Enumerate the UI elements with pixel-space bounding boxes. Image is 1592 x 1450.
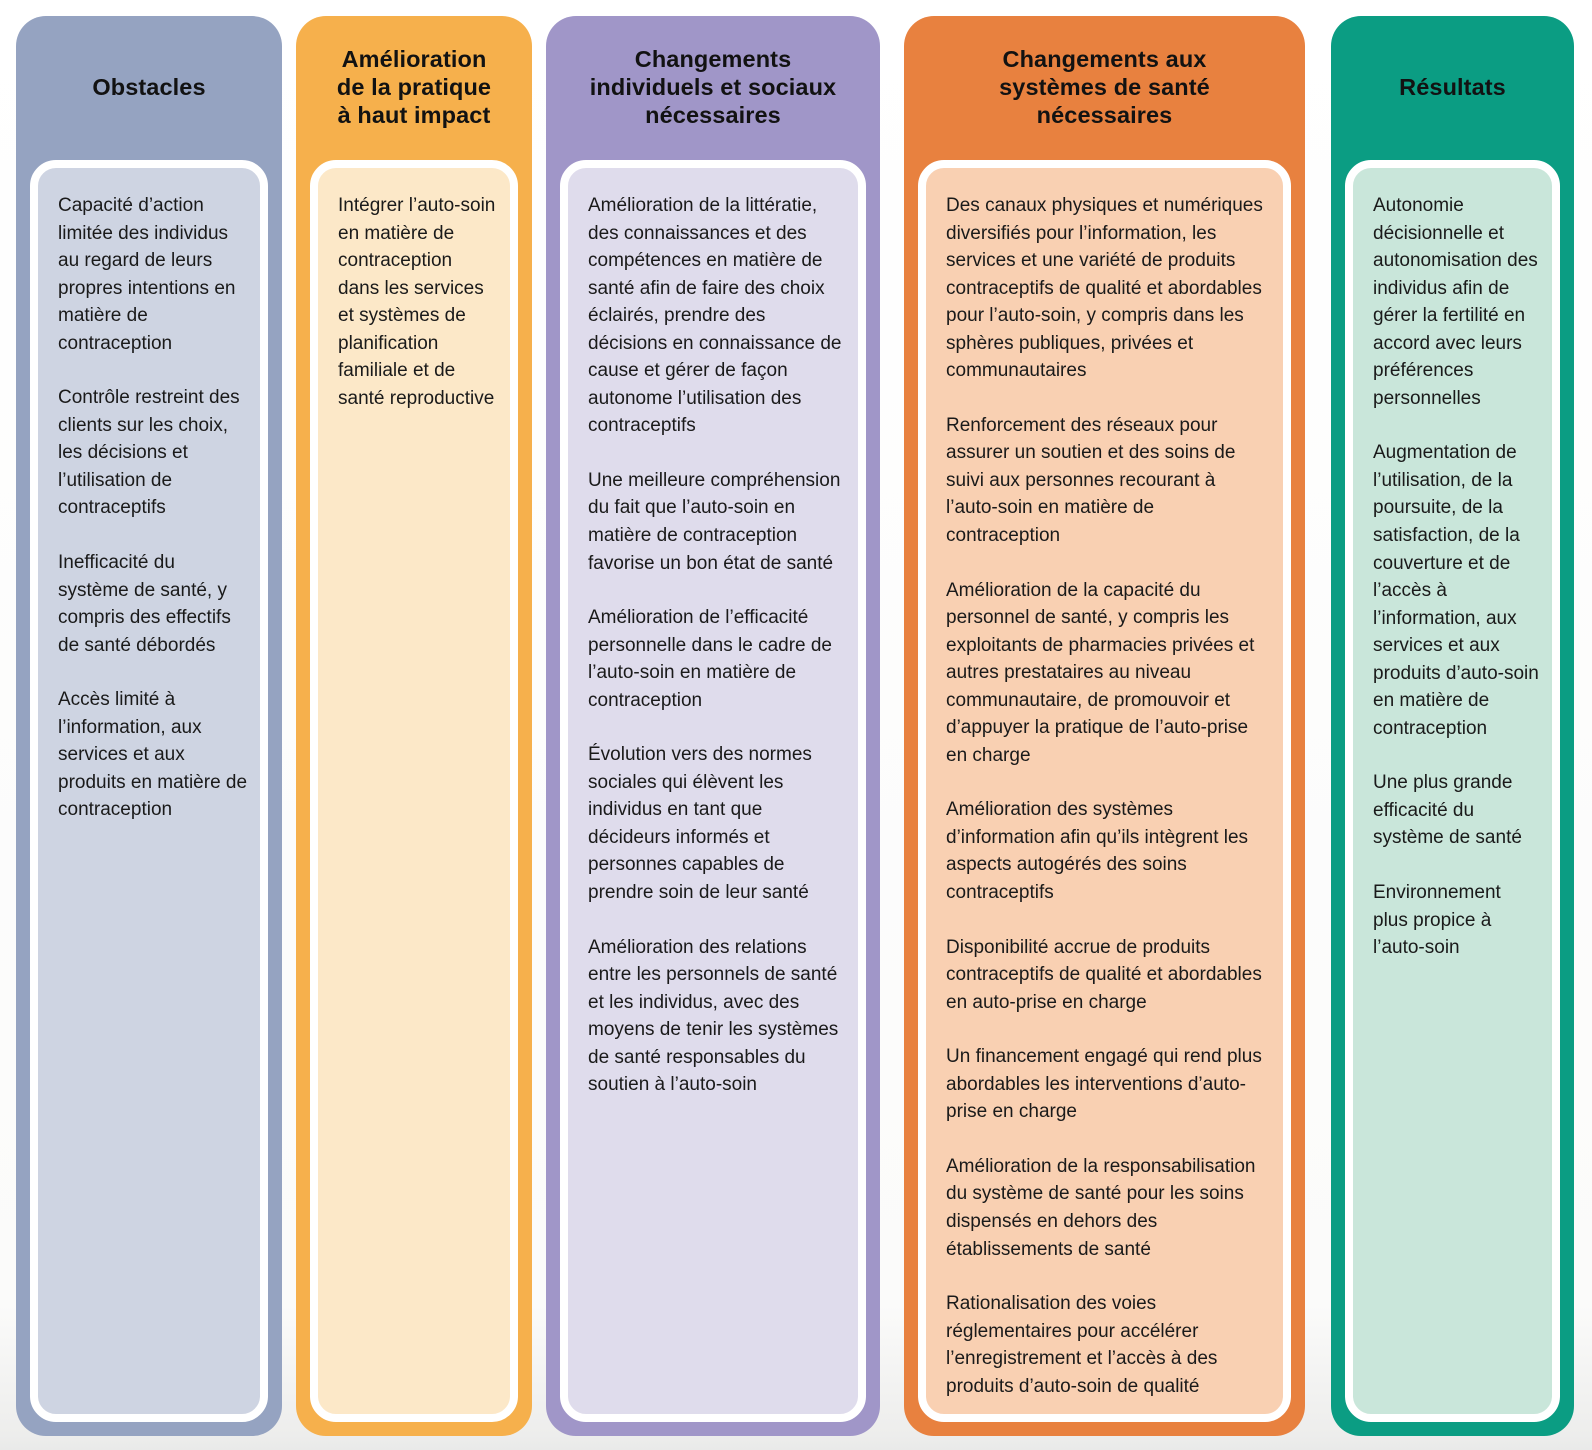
column-results xyxy=(1331,16,1574,1436)
column-title: Résultats xyxy=(1399,74,1506,101)
column-card xyxy=(560,160,866,1422)
column-individual-social-changes xyxy=(546,16,880,1436)
card-item: Amélioration des systèmes d’information afin qu’ils intègrent les aspects autogérés des soins contraceptifs xyxy=(946,799,1249,904)
card-item: Une meilleure compréhension du fait que l’auto-soin en matière de contraception favorise un bon état de santé xyxy=(588,469,841,574)
card-item: Contrôle restreint des clients sur les choix, les décisions et l’utilisation de contraceptifs xyxy=(58,387,240,519)
column-card xyxy=(310,160,518,1422)
column-obstacles xyxy=(16,16,282,1436)
column-card xyxy=(30,160,268,1422)
card-item: Inefficacité du système de santé, y compris des effectifs de santé débordés xyxy=(58,552,231,656)
card-item: Disponibilité accrue de produits contraceptifs de qualité et abordables en auto-prise en charge xyxy=(946,936,1262,1013)
card-item: Un financement engagé qui rend plus abordables les interventions d’auto-prise en charge xyxy=(946,1046,1262,1123)
column-title: Obstacles xyxy=(92,74,206,101)
card-item: Amélioration des relations entre les personnels de santé et les individus, avec des moyens de tenir les systèmes de santé responsables du soutien à l’auto-soin xyxy=(588,936,839,1096)
card-item: Amélioration de l’efficacité personnelle dans le cadre de l’auto-soin en matière de contraception xyxy=(588,607,833,711)
card-item: Capacité d’action limitée des individus au regard de leurs propres intentions en matière de contraception xyxy=(58,195,236,354)
card-item: Évolution vers des normes sociales qui élèvent les individus en tant que décideurs informés et personnes capables de prendre soin de leur santé xyxy=(588,744,812,904)
card-item: Autonomie décisionnelle et autonomisation des individus afin de gérer la fertilité en accord avec leurs préférences personnelles xyxy=(1373,195,1538,409)
card-item: Renforcement des réseaux pour assurer un soutien et des soins de suivi aux personnes recourant à l’auto-soin en matière de contraception xyxy=(946,414,1236,547)
card-item: Environnement plus propice à l’auto-soin xyxy=(1373,882,1501,959)
card-item: Augmentation de l’utilisation, de la poursuite, de la satisfaction, de la couverture et de l’accès à l’information, aux services et aux produits d’auto-soin en matière de contraception xyxy=(1373,442,1539,739)
column-title: Changements aux systèmes de santé nécessaires xyxy=(999,46,1210,128)
column-card xyxy=(1345,160,1560,1422)
column-title: Amélioration de la pratique à haut impact xyxy=(336,46,492,128)
column-health-system-changes xyxy=(904,16,1305,1436)
column-title: Changements individuels et sociaux nécessaires xyxy=(589,46,837,128)
card-item: Amélioration de la responsabilisation du système de santé pour les soins dispensés en dehors des établissements de santé xyxy=(946,1155,1256,1260)
card-item: Amélioration de la capacité du personnel de santé, y compris les exploitants de pharmacies privées et autres prestataires au niveau communautaire, de promouvoir et d’appuyer la pratique de l’auto-prise en charge xyxy=(946,579,1255,766)
card-item: Rationalisation des voies réglementaires pour accélérer l’enregistrement et l’accès à des produits d’auto-soin de qualité xyxy=(946,1293,1218,1397)
column-high-impact-practice xyxy=(296,16,532,1436)
column-card xyxy=(918,160,1291,1422)
card-item: Amélioration de la littératie, des connaissances et des compétences en matière de santé afin de faire des choix éclairés, prendre des décisions en connaissance de cause et gérer de façon autonome l’utilisation des contraceptifs xyxy=(588,195,842,437)
card-item: Accès limité à l’information, aux services et aux produits en matière de contraception xyxy=(58,689,248,821)
card-item: Intégrer l’auto-soin en matière de contraception dans les services et systèmes de planification familiale et de santé reproductive xyxy=(338,195,496,409)
card-item: Une plus grande efficacité du système de santé xyxy=(1373,772,1522,849)
card-item: Des canaux physiques et numériques diversifiés pour l’information, les services et une variété de produits contraceptifs de qualité et abordables pour l’auto-soin, y compris dans les sphères publiques, privées et communautaires xyxy=(946,195,1263,382)
